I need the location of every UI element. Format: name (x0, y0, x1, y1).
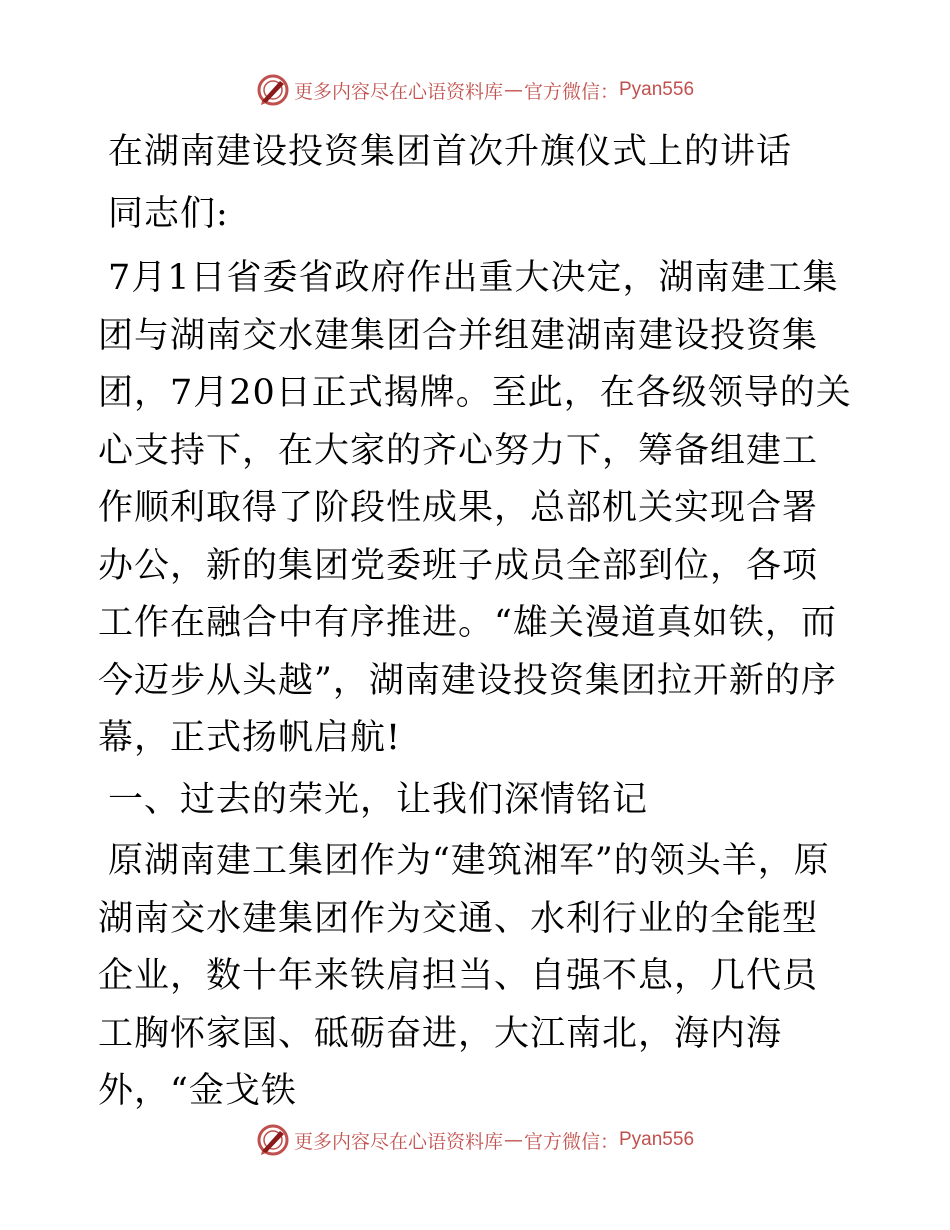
document-body (98, 124, 852, 1121)
watermark-handle: Pyan556 (619, 1129, 695, 1150)
watermark-header (0, 68, 950, 112)
watermark-official: 官方微信： (523, 80, 619, 103)
watermark-separator: — (503, 1129, 523, 1151)
document-title: 在湖南建设投资集团首次升旗仪式上的讲话 (108, 132, 793, 172)
watermark-text: 更多内容尽在心语资料库 (293, 1130, 503, 1153)
pen-circle-logo-icon (256, 73, 290, 107)
section-paragraph: 原湖南建工集团作为“建筑湘军”的领头羊，原湖南交水建集团作为交通、水利行业的全能型企业，数十年来铁肩担当、自强不息，几代员工胸怀家国、砥砺奋进，大江南北，海内海外，“金戈铁 (98, 841, 830, 1111)
body-paragraph: 7月1日省委省政府作出重大决定，湖南建工集团与湖南交水建集团合并组建湖南建设投资集团，7月20日正式揭牌。至此，在各级领导的关心支持下，在大家的齐心努力下，筹备组建工作顺利取得了阶段性成果，总部机关实现合署办公，新的集团党委班子成员全部到位，各项工作在融合中有序推进。“雄关漫道真如铁，而今迈步从头越”，湖南建设投资集团拉开新的序幕，正式扬帆启航! (98, 258, 852, 758)
watermark-official: 官方微信： (523, 1130, 619, 1153)
salutation: 同志们: (108, 193, 229, 234)
watermark-text: 更多内容尽在心语资料库 (293, 80, 503, 103)
section-heading: 一、过去的荣光，让我们深情铭记 (108, 779, 649, 820)
pen-circle-logo-icon (256, 1123, 290, 1157)
watermark-handle: Pyan556 (619, 79, 695, 100)
watermark-footer (0, 1118, 950, 1162)
watermark-separator: — (503, 79, 523, 101)
